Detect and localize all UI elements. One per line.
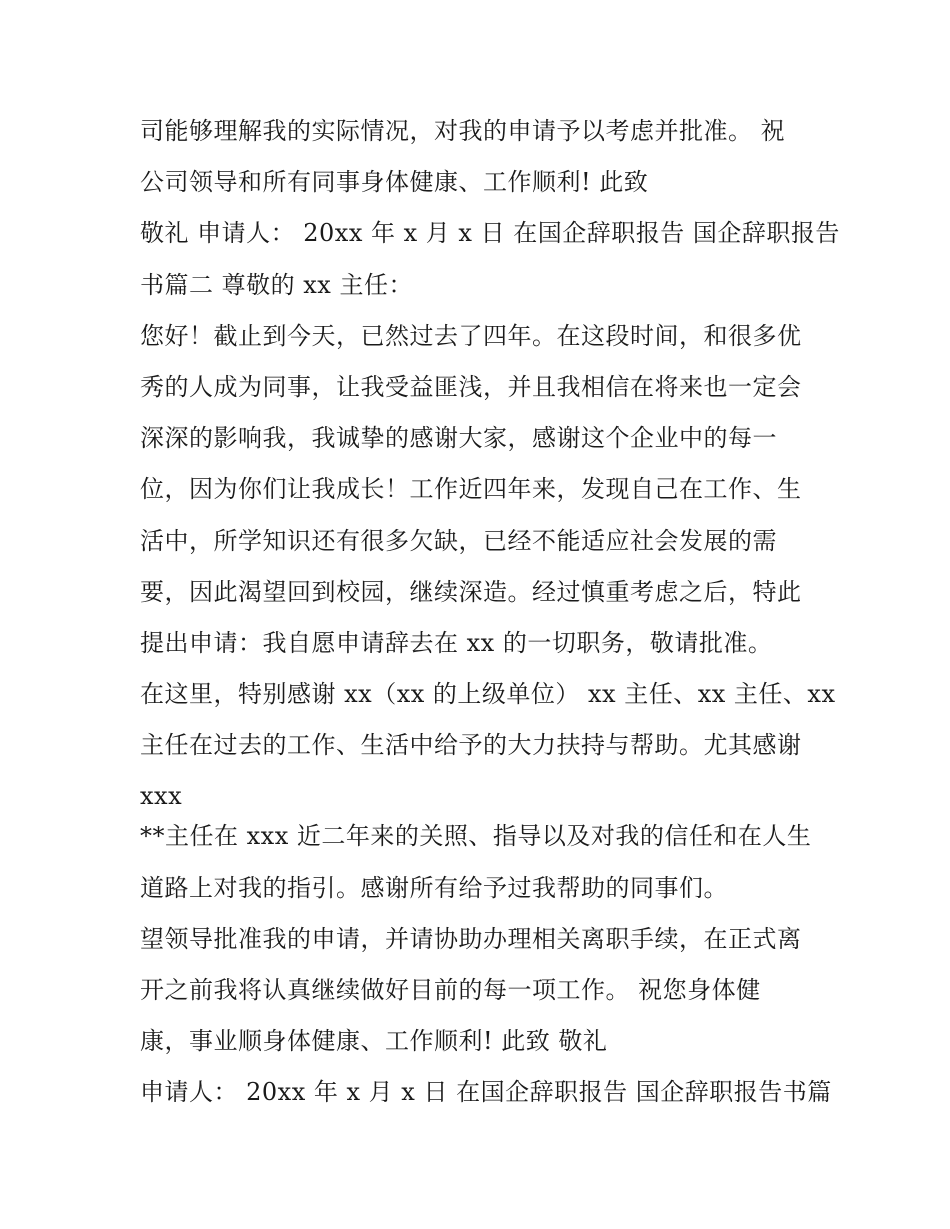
text-line: 深深的影响我，我诚挚的感谢大家，感谢这个企业中的每一 — [140, 424, 777, 453]
text-line: 提出申请：我自愿申请辞去在 xx 的一切职务，敬请批准。 — [140, 628, 773, 657]
text-line: 书篇二 尊敬的 xx 主任： — [140, 270, 413, 299]
text-line: 敬礼 申请人： 20xx 年 x 月 x 日 在国企辞职报告 国企辞职报告 — [140, 219, 840, 248]
text-line: 公司领导和所有同事身体健康、工作顺利! 此致 — [140, 168, 649, 197]
text-line: 申请人： 20xx 年 x 月 x 日 在国企辞职报告 国企辞职报告书篇 — [140, 1078, 832, 1107]
text-line: 主任在过去的工作、生活中给予的大力扶持与帮助。尤其感谢 — [140, 731, 802, 760]
text-line: xxx — [140, 782, 183, 811]
text-line: 您好！截止到今天，已然过去了四年。在这段时间，和很多优 — [140, 321, 802, 350]
text-line: 司能够理解我的实际情况，对我的申请予以考虑并批准。 祝 — [140, 117, 786, 145]
text-line: 望领导批准我的申请，并请协助办理相关离职手续，在正式离 — [140, 924, 802, 953]
text-line: 康，事业顺身体健康、工作顺利! 此致 敬礼 — [140, 1027, 608, 1056]
document-body — [140, 109, 840, 1122]
text-line: 要，因此渴望回到校园，继续深造。经过慎重考虑之后，特此 — [140, 577, 802, 606]
text-line: 活中，所学知识还有很多欠缺，已经不能适应社会发展的需 — [140, 526, 777, 555]
text-line: 在这里，特别感谢 xx（xx 的上级单位） xx 主任、xx 主任、xx — [140, 680, 836, 709]
text-line: 位，因为你们让我成长！工作近四年来，发现自己在工作、生 — [140, 475, 802, 504]
text-line: 道路上对我的指引。感谢所有给予过我帮助的同事们。 — [140, 873, 728, 902]
text-line: 开之前我将认真继续做好目前的每一项工作。 祝您身体健 — [140, 976, 761, 1004]
text-line: 秀的人成为同事，让我受益匪浅，并且我相信在将来也一定会 — [140, 372, 802, 401]
text-line: **主任在 xxx 近二年来的关照、指导以及对我的信任和在人生 — [140, 822, 812, 851]
